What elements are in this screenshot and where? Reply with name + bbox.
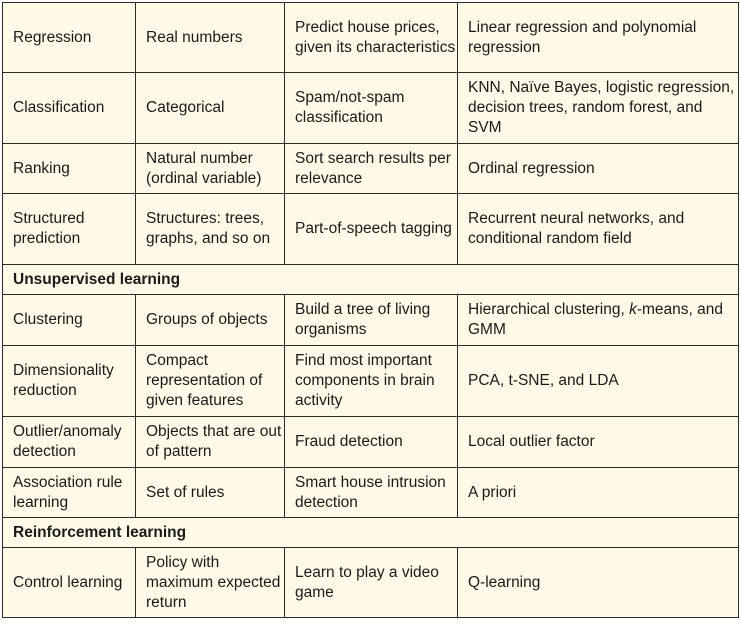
example-cell: Fraud detection: [285, 417, 458, 468]
example-cell: Sort search results per relevance: [285, 144, 458, 194]
example-cell: Learn to play a video game: [285, 548, 458, 618]
algorithms-cell: Q-learning: [458, 548, 739, 618]
algorithms-text-italic: k: [629, 301, 637, 318]
algorithms-cell: Linear regression and polynomial regression: [458, 3, 739, 73]
task-cell: Structured prediction: [3, 194, 136, 265]
section-heading: Reinforcement learning: [3, 518, 739, 548]
task-cell: Regression: [3, 3, 136, 73]
algorithms-cell: [458, 295, 739, 346]
table-row: [3, 548, 739, 618]
task-cell: Classification: [3, 73, 136, 144]
algorithms-text-after: -means, and GMM: [468, 301, 724, 338]
algorithms-cell: Local outlier factor: [458, 417, 739, 468]
task-cell: Dimensionality reduction: [3, 346, 136, 417]
table-row: [3, 194, 739, 265]
output-cell: Structures: trees, graphs, and so on: [136, 194, 285, 265]
example-cell: Spam/not-spam classification: [285, 73, 458, 144]
task-cell: Ranking: [3, 144, 136, 194]
output-cell: Groups of objects: [136, 295, 285, 346]
ml-taxonomy-table: [2, 2, 739, 618]
output-cell: Categorical: [136, 73, 285, 144]
algorithms-cell: KNN, Naïve Bayes, logistic regression, decision trees, random forest, and SVM: [458, 73, 739, 144]
output-cell: Real numbers: [136, 3, 285, 73]
table-row: [3, 468, 739, 518]
example-cell: Part-of-speech tagging: [285, 194, 458, 265]
example-cell: Find most important components in brain activity: [285, 346, 458, 417]
table-row: [3, 295, 739, 346]
table-row: [3, 73, 739, 144]
task-cell: Outlier/anomaly detection: [3, 417, 136, 468]
task-cell: Control learning: [3, 548, 136, 618]
algorithms-text-before: Hierarchical clustering,: [468, 301, 630, 318]
output-cell: Natural number (ordinal variable): [136, 144, 285, 194]
output-cell: Objects that are out of pattern: [136, 417, 285, 468]
task-cell: Association rule learning: [3, 468, 136, 518]
table-row: [3, 417, 739, 468]
example-cell: Build a tree of living organisms: [285, 295, 458, 346]
example-cell: Predict house prices, given its characteristics: [285, 3, 458, 73]
section-heading: Unsupervised learning: [3, 265, 739, 295]
section-row: [3, 518, 739, 548]
output-cell: Compact representation of given features: [136, 346, 285, 417]
algorithms-cell: Ordinal regression: [458, 144, 739, 194]
algorithms-cell: PCA, t-SNE, and LDA: [458, 346, 739, 417]
algorithms-cell: A priori: [458, 468, 739, 518]
algorithms-cell: Recurrent neural networks, and conditional random field: [458, 194, 739, 265]
task-cell: Clustering: [3, 295, 136, 346]
table-row: [3, 144, 739, 194]
output-cell: Policy with maximum expected return: [136, 548, 285, 618]
section-row: [3, 265, 739, 295]
table-row: [3, 346, 739, 417]
table-row: [3, 3, 739, 73]
example-cell: Smart house intrusion detection: [285, 468, 458, 518]
output-cell: Set of rules: [136, 468, 285, 518]
